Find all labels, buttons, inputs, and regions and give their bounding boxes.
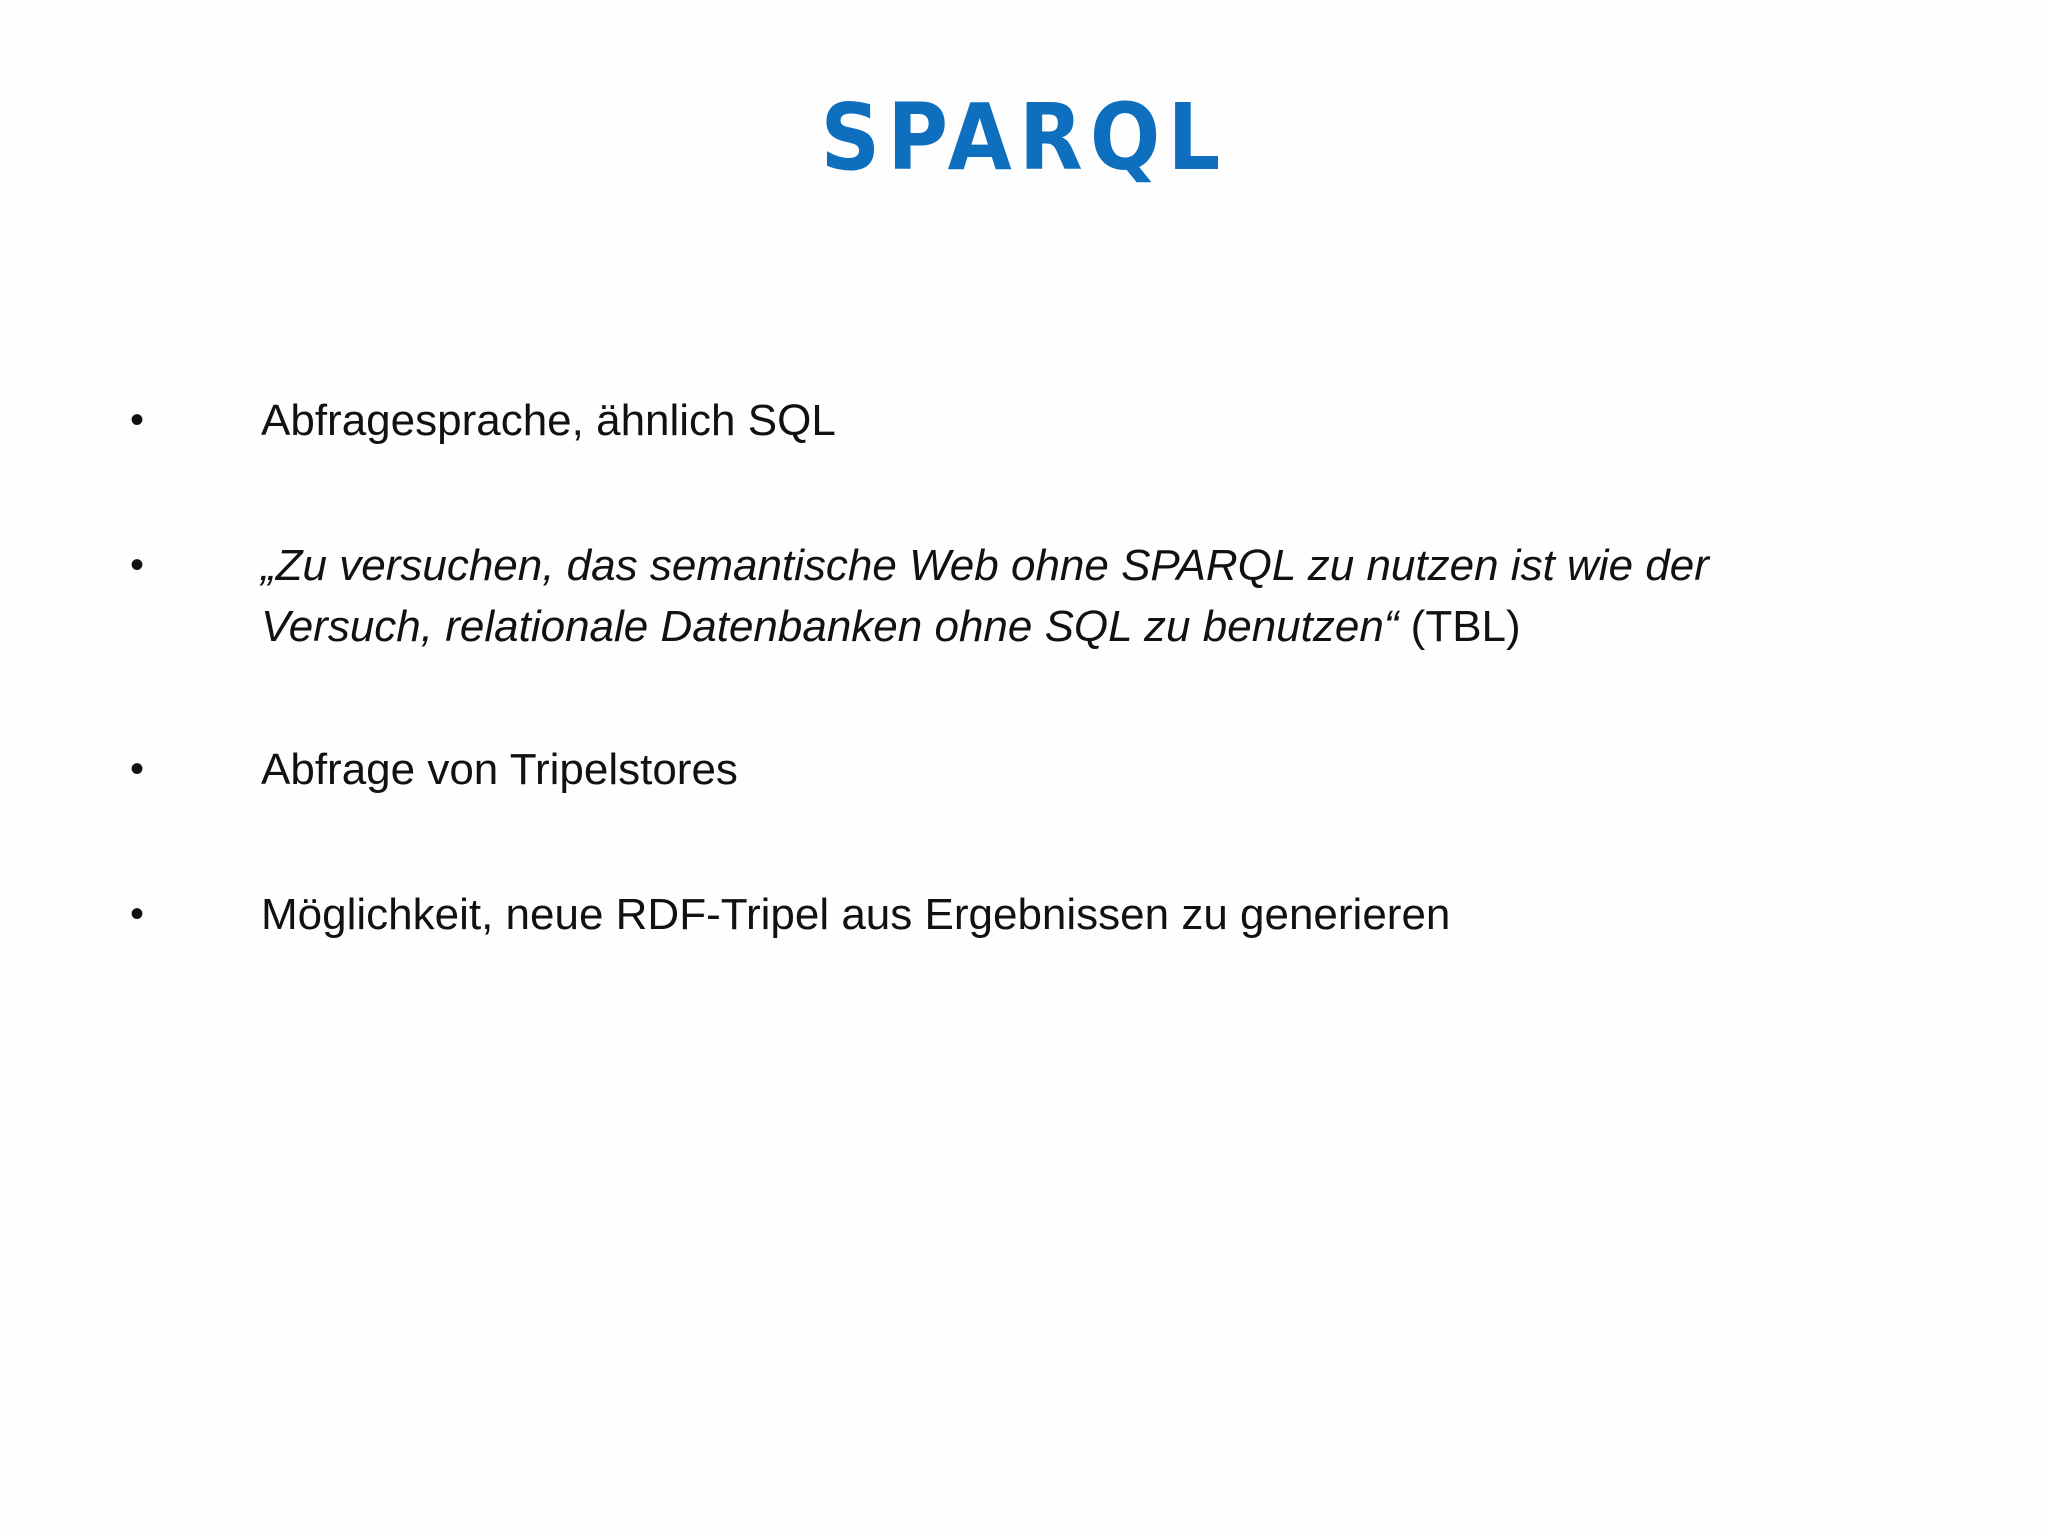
- bullet-text: Möglichkeit, neue RDF-Tripel aus Ergebnissen zu generieren: [261, 890, 1451, 939]
- bullet-text: Abfragesprache, ähnlich SQL: [261, 396, 836, 445]
- bullet-marker: •: [129, 892, 144, 936]
- slide-title: SPARQL: [820, 84, 1228, 191]
- quote-attribution: (TBL): [1398, 602, 1521, 651]
- bullet-marker: •: [129, 747, 144, 791]
- bullet-marker: •: [129, 398, 144, 442]
- bullet-text: [261, 535, 1841, 657]
- bullet-text: Abfrage von Tripelstores: [261, 745, 738, 794]
- quote-text: „Zu versuchen, das semantische Web ohne SPARQL zu nutzen ist wie der Versuch, relationale Datenbanken ohne SQL zu benutzen“: [261, 541, 1709, 651]
- bullet-marker: •: [129, 543, 144, 587]
